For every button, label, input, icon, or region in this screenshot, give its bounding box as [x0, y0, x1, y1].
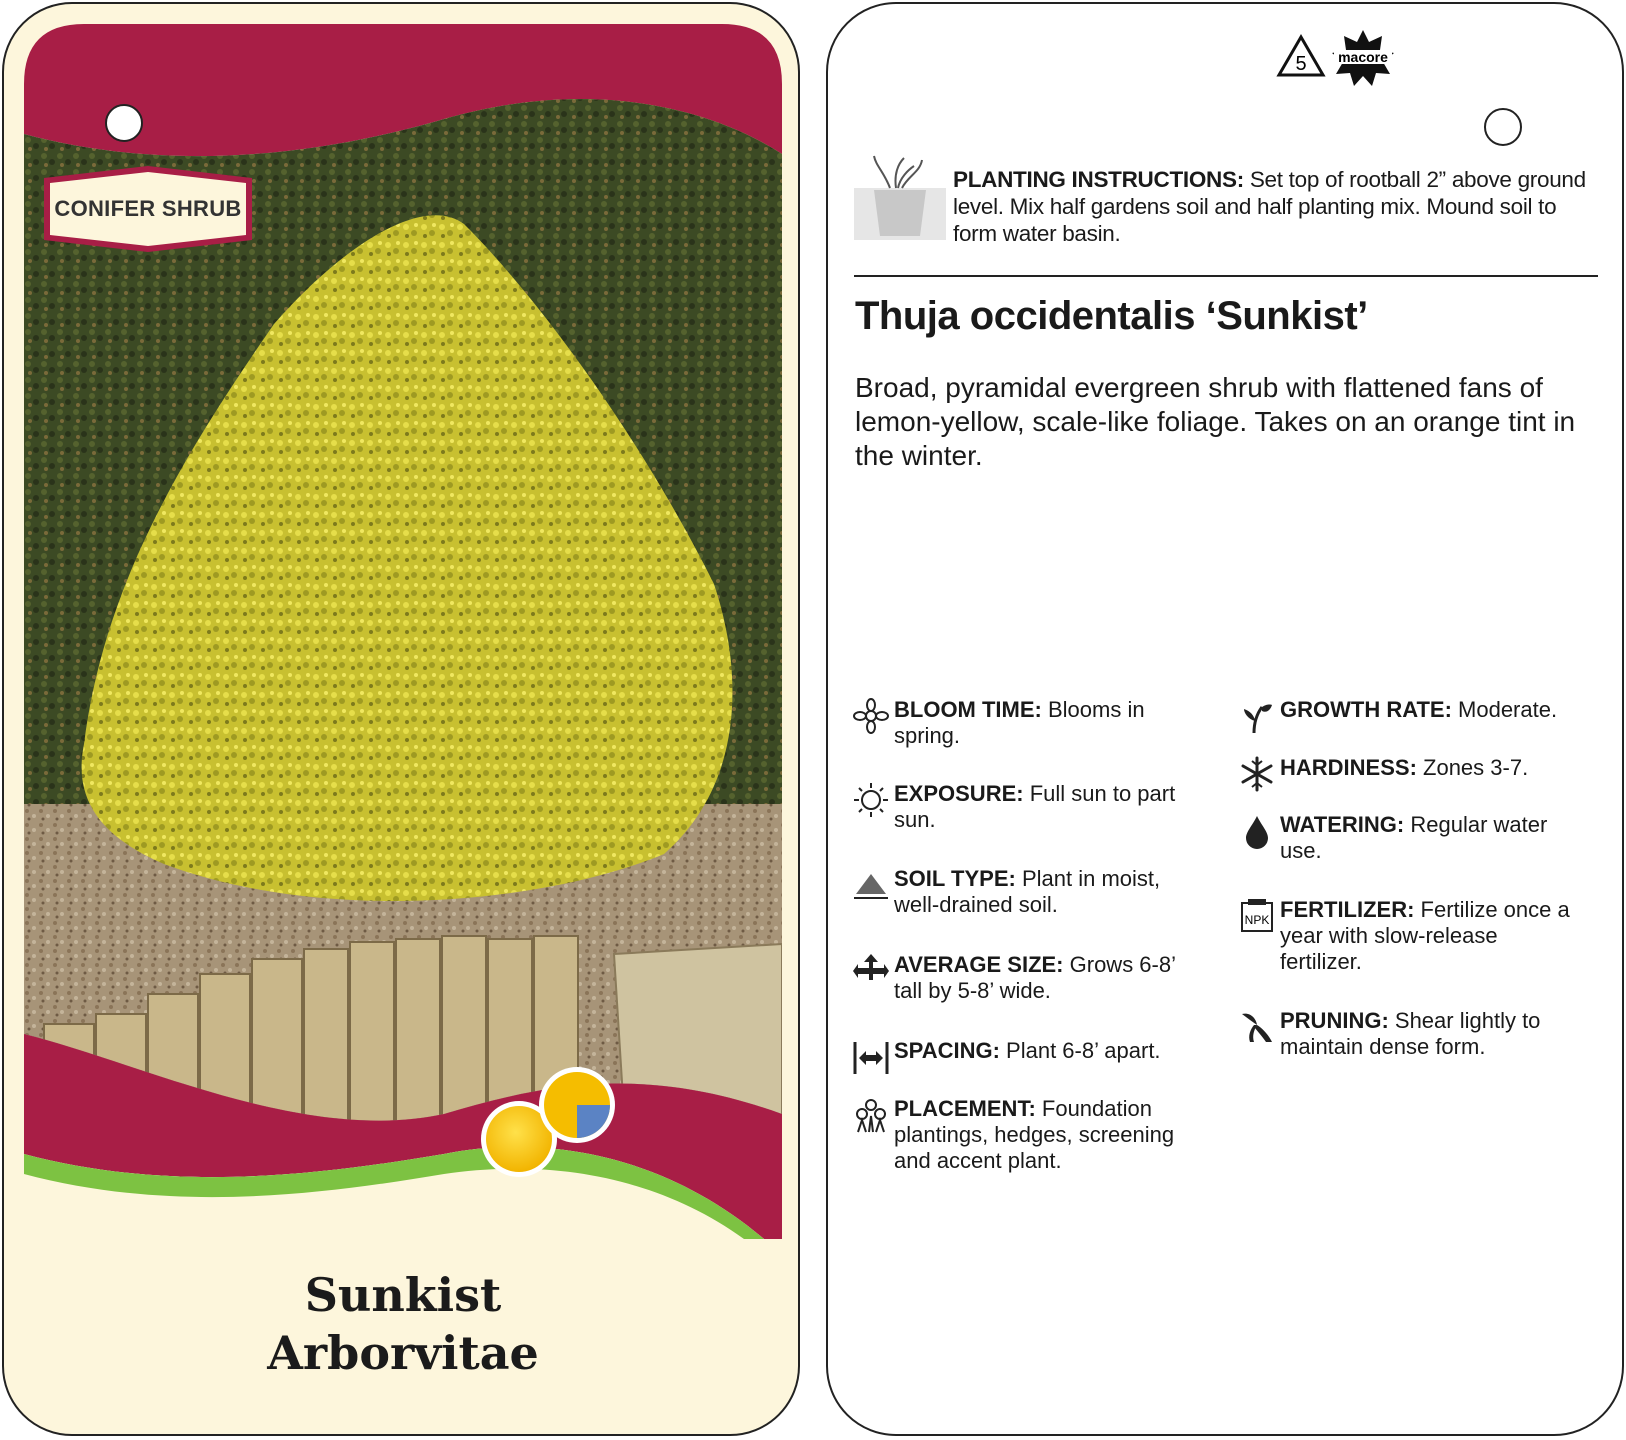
- water-drop-icon: [1238, 812, 1276, 850]
- sprout-icon: [1238, 697, 1276, 735]
- npk-icon: [1238, 897, 1276, 935]
- soil-type-value: Plant in moist, well-drained soil.: [894, 866, 1161, 917]
- botanical-name: Thuja occidentalis ‘Sunkist’: [855, 294, 1368, 338]
- soil-type-label: SOIL TYPE:: [894, 866, 1016, 891]
- hang-hole: [105, 104, 143, 142]
- placement-label: PLACEMENT:: [894, 1096, 1036, 1121]
- spacing-icon: [852, 1038, 890, 1076]
- plant-description: Broad, pyramidal evergreen shrub with flattened fans of lemon-yellow, scale-like foliage. Takes on an orange tint in the winter.: [855, 372, 1576, 471]
- recycle-number: 5: [1295, 53, 1307, 75]
- attr-watering: [1238, 812, 1580, 864]
- fertilizer-value: Fertilize once a year with slow-release fertilizer.: [1280, 897, 1570, 974]
- pruning-value: Shear lightly to maintain dense form.: [1280, 1008, 1541, 1059]
- spacing-value: Plant 6-8’ apart.: [999, 1038, 1161, 1063]
- bloom-time-label: BLOOM TIME:: [894, 697, 1042, 722]
- attr-placement: [852, 1096, 1194, 1174]
- spacing-label: SPACING:: [894, 1038, 1000, 1063]
- flower-icon: [852, 697, 890, 735]
- placement-icon: [852, 1096, 890, 1134]
- watering-label: WATERING:: [1280, 812, 1405, 837]
- fertilizer-label: FERTILIZER:: [1280, 897, 1415, 922]
- attr-exposure: [852, 781, 1194, 833]
- watering-value: Regular water use.: [1280, 812, 1548, 863]
- common-name-line-1: Sunkist: [304, 1268, 502, 1322]
- planting-label: PLANTING INSTRUCTIONS:: [953, 167, 1244, 192]
- soil-icon: [852, 866, 890, 904]
- size-icon: [852, 952, 890, 990]
- common-name-line-2: Arborvitae: [267, 1326, 539, 1380]
- attr-bloom-time: [852, 697, 1194, 749]
- attr-hardiness: [1238, 755, 1580, 793]
- growth-rate-value: Moderate.: [1451, 697, 1558, 722]
- hang-hole: [1484, 108, 1522, 146]
- attr-growth-rate: [1238, 697, 1580, 735]
- sun-icon: [852, 781, 890, 819]
- pruning-label: PRUNING:: [1280, 1008, 1389, 1033]
- placement-value: Foundation plantings, hedges, screening and accent plant.: [894, 1096, 1175, 1173]
- planting-text: Set top of rootball 2” above ground level. Mix half gardens soil and half planting mix. Mound soil to form water basin.: [953, 167, 1586, 246]
- attr-spacing: [852, 1038, 1194, 1076]
- attr-fertilizer: [1238, 897, 1580, 975]
- attr-soil-type: [852, 866, 1194, 918]
- macore-brand-text: macore: [1338, 49, 1388, 65]
- front-tag: [2, 2, 800, 1436]
- plant-pot-icon: [854, 152, 946, 244]
- pruner-icon: [1238, 1008, 1276, 1046]
- planting-instructions: [953, 166, 1593, 247]
- part-sun-icon: [536, 1064, 618, 1146]
- hardiness-label: HARDINESS:: [1280, 755, 1417, 780]
- divider: [854, 275, 1598, 277]
- growth-rate-label: GROWTH RATE:: [1280, 697, 1452, 722]
- hardiness-value: Zones 3-7.: [1416, 755, 1529, 780]
- attr-pruning: [1238, 1008, 1580, 1060]
- macore-logo: [1328, 28, 1398, 88]
- exposure-value: Full sun to part sun.: [894, 781, 1176, 832]
- category-badge-label: CONIFER SHRUB: [54, 196, 242, 221]
- average-size-value: Grows 6-8’ tall by 5-8’ wide.: [894, 952, 1176, 1003]
- average-size-label: AVERAGE SIZE:: [894, 952, 1064, 977]
- bloom-time-value: Blooms in spring.: [894, 697, 1145, 748]
- common-name: [4, 1266, 800, 1382]
- back-tag: [826, 2, 1624, 1436]
- snowflake-icon: [1238, 755, 1276, 793]
- npk-icon-text: NPK: [1244, 913, 1270, 927]
- exposure-label: EXPOSURE:: [894, 781, 1024, 806]
- recycle-icon: [1276, 34, 1326, 80]
- attr-average-size: [852, 952, 1194, 1004]
- category-badge: [34, 166, 262, 252]
